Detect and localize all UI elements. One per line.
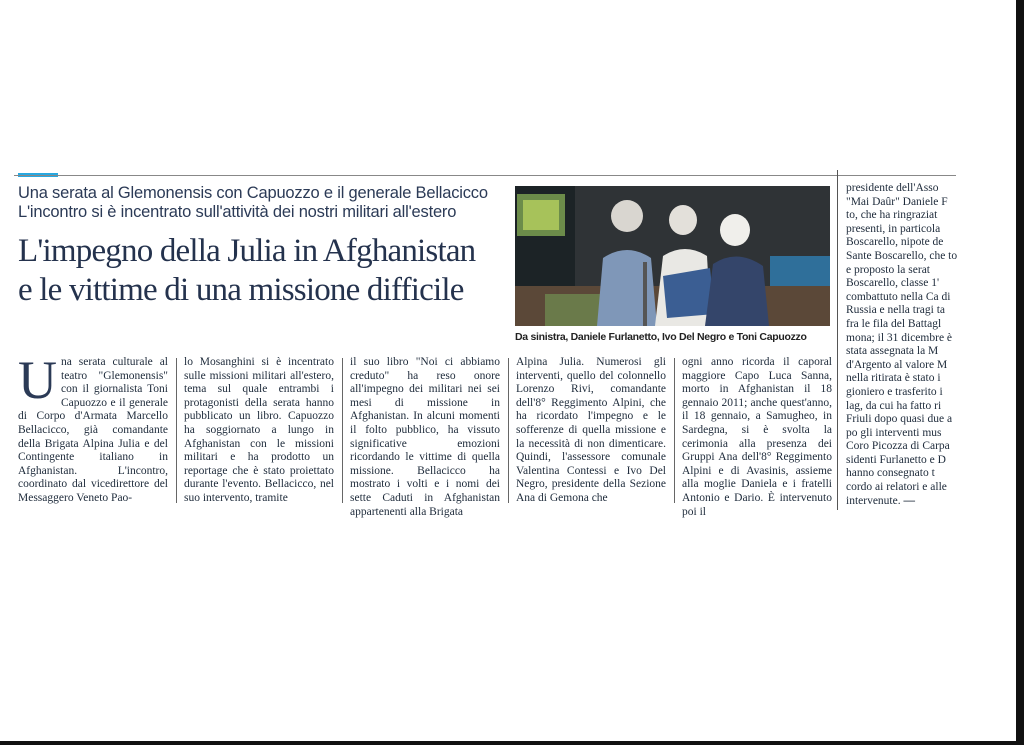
kicker xyxy=(18,184,518,222)
photo-illustration xyxy=(515,186,830,326)
body-text-3: il suo libro "Noi ci abbiamo creduto" ha reso onore all'impegno dei militari nei sei mesi di missione in Afghanistan. In alcuni momenti il folto pubblico, ha vissuto significative emozioni ricordando le vittime di quella missione. Bellacicco ha mostrato i volti e i nomi dei sette Caduti in Afghanistan appartenenti alla Brigata xyxy=(350,356,500,518)
body-column-3 xyxy=(350,356,500,518)
body-text-5: ogni anno ricorda il caporal maggiore Capo Luca Sanna, morto in Afghanistan il 18 gennaio 2011; anche quest'anno, il 18 gennaio, a Samugheo, in Sardegna, si è svolta la cerimonia alla presenza dei Gruppi Ana dell'8° Reggimento Alpini e di Avasinis, assieme alla moglie Daniela e i fratelli Antonio e Dario. È intervenuto poi il xyxy=(682,356,832,518)
body-text-4: Alpina Julia. Numerosi gli interventi, quello del colonnello Lorenzo Rivi, comandante dell'8° Reggimento Alpini, che ha ricordato l'impegno e le sofferenze di quella missione e la necessità di non dimenticare. Quindi, l'assessore comunale Valentina Contessi e Ivo Del Negro, presidente della Sezione Ana di Gemona che xyxy=(516,356,666,504)
headline-line-2: e le vittime di una missione difficile xyxy=(18,272,464,308)
headline xyxy=(18,232,518,310)
article-photo xyxy=(515,186,830,326)
body-column-1 xyxy=(18,350,168,506)
body-columns xyxy=(18,350,833,518)
body-column-4 xyxy=(516,356,666,506)
continuation-column xyxy=(837,170,958,510)
photo-caption: Da sinistra, Daniele Furlanetto, Ivo Del Negro e Toni Capuozzo xyxy=(515,331,807,343)
body-column-5 xyxy=(682,356,832,518)
scan-edge-right xyxy=(1016,0,1024,745)
column-separator xyxy=(176,358,177,503)
continuation-text: presidente dell'Asso "Mai Daûr" Daniele F to, che ha ringraziat presenti, in particola Boscarello, nipote de Sante Boscarello, che to e proposto la serat Boscarello, classe 1' combattuto nella Ca di Russia e nella tragi ta fra le fila del Battagl mona; il 31 dicembre è stata assegnata la M d'Argento al valore M nella ritirata è stato i gioniero e trasferito i lag, da cui ha fatto ri Friuli dopo quasi due a po gli interventi mus Coro Picozza di Carpa sidenti Furlanetto e D hanno consegnato t cordo ai relatori e alle intervenute. xyxy=(846,182,958,507)
kicker-line-2: L'incontro si è incentrato sull'attività dei nostri militari all'estero xyxy=(18,203,457,221)
scan-edge-bottom xyxy=(0,741,1024,745)
body-column-2 xyxy=(184,356,334,506)
headline-line-1: L'impegno della Julia in Afghanistan xyxy=(18,233,476,269)
top-rule xyxy=(14,175,956,176)
column-separator xyxy=(508,358,509,503)
drop-cap: U xyxy=(18,350,57,410)
end-mark: — xyxy=(900,494,915,507)
body-text-2: lo Mosanghini si è incentrato sulle missioni militari all'estero, tema sul quale entrambi i protagonisti della serata hanno pubblicato un libro. Capuozzo ha soggiornato a lungo in Afghanistan con le missioni militari e ha prodotto un reportage che è stato proiettato durante l'evento. Bellacicco, nel suo intervento, tramite xyxy=(184,356,334,504)
column-separator xyxy=(342,358,343,503)
kicker-line-1: Una serata al Glemonensis con Capuozzo e il generale Bellacicco xyxy=(18,184,488,202)
newspaper-clipping xyxy=(14,170,958,518)
column-separator xyxy=(674,358,675,503)
body-text-1: na serata culturale al teatro "Glemonensis" con il giornalista Toni Capuozzo e il generale di Corpo d'Armata Marcello Bellacicco, già comandante della Brigata Alpina Julia e del Contingente italiano in Afghanistan. L'incontro, coordinato dal vicedirettore del Messaggero Veneto Pao- xyxy=(18,356,168,504)
